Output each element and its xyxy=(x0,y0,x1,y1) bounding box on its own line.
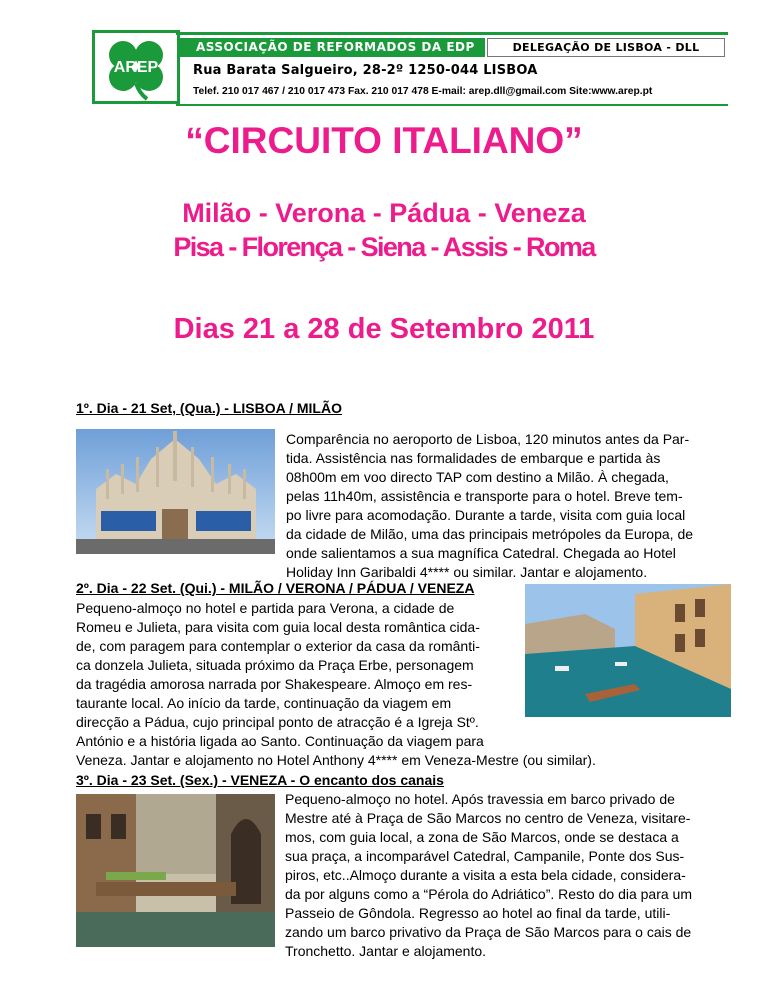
contacts: Telef. 210 017 467 / 210 017 473 Fax. 210 017 478 E-mail: arep.dll@gmail.com Site:www.arep.pt xyxy=(193,86,653,97)
header-rule-bottom xyxy=(176,104,728,106)
text-line: mos, com guia local, a zona de São Marcos, onde se destaca a xyxy=(285,829,679,845)
page-title: “CIRCUITO ITALIANO” xyxy=(185,120,583,161)
text-line: Passeio de Gôndola. Regresso ao hotel ao final da tarde, utili- xyxy=(285,905,671,921)
text-line: direcção a Pádua, cujo principal ponto de atracção é a Igreja Stº. xyxy=(76,714,479,730)
text-line: zando um barco privativo da Praça de São Marcos para o cais de xyxy=(285,924,692,940)
text-line: taurante local. Ao início da tarde, continuação da viagem em xyxy=(76,695,452,711)
day-2-heading: 2º. Dia - 22 Set. (Qui.) - MILÃO / VERONA / PÁDUA / VENEZA xyxy=(76,580,475,596)
text-line: Pequeno-almoço no hotel. Após travessia em barco privado de xyxy=(285,791,675,807)
text-line: da cidade de Milão, uma das principais metrópoles da Europa, de xyxy=(286,526,694,542)
day-1-heading: 1º. Dia - 21 Set, (Qua.) - LISBOA / MILÃO xyxy=(76,400,342,416)
text-line: António e a história ligada ao Santo. Continuação da viagem para xyxy=(76,733,484,749)
text-line: Comparência no aeroporto de Lisboa, 120 minutos antes da Par- xyxy=(286,431,690,447)
text-line: Pequeno-almoço no hotel e partida para Verona, a cidade de xyxy=(76,600,455,616)
text-line: po livre para acomodação. Durante a tarde, visita com guia local xyxy=(286,507,686,523)
day-3-description xyxy=(285,790,728,961)
logo-text: AREP xyxy=(113,59,159,76)
venice-bridge-photo xyxy=(76,794,275,947)
text-line: sua praça, a incomparável Catedral, Campanile, Ponte dos Sus- xyxy=(285,848,685,864)
text-line: tida. Assistência nas formalidades de embarque e partida às xyxy=(286,450,661,466)
text-line: da por alguns como a “Pérola do Adriático”. Resto do dia para um xyxy=(285,886,693,902)
day-2-description xyxy=(76,599,596,770)
text-line: 08h00m em voo directo TAP com destino a Milão. À chegada, xyxy=(286,469,669,485)
text-line: Tronchetto. Jantar e alojamento. xyxy=(285,943,487,959)
text-line: onde salientamos a sua magnífica Catedral. Chegada ao Hotel xyxy=(286,545,676,561)
text-line: de, com paragem para contemplar o exterior da casa da românti- xyxy=(76,638,480,654)
text-line: Veneza. Jantar e alojamento no Hotel Anthony 4**** em Veneza-Mestre (ou similar). xyxy=(76,752,596,768)
text-line: da tragédia amorosa narrada por Shakespeare. Almoço em res- xyxy=(76,676,473,692)
text-line: Holiday Inn Garibaldi 4**** ou similar. Jantar e alojamento. xyxy=(286,564,648,580)
day-1-description xyxy=(286,430,728,582)
clover-logo-icon xyxy=(95,33,177,101)
text-line: piros, etc..Almoço durante a visita a esta bela cidade, considera- xyxy=(285,867,686,883)
text-line: Mestre até à Praça de São Marcos no centro de Veneza, visitare- xyxy=(285,810,691,826)
address: Rua Barata Salgueiro, 28-2º 1250-044 LISBOA xyxy=(193,63,538,78)
venice-grand-canal-photo xyxy=(525,584,731,717)
text-line: ca donzela Julieta, situada próximo da Praça Erbe, personagem xyxy=(76,657,474,673)
day-3-heading: 3º. Dia - 23 Set. (Sex.) - VENEZA - O encanto dos canais xyxy=(76,772,444,788)
header-rule-top xyxy=(176,32,728,35)
delegation-name: DELEGAÇÃO DE LISBOA - DLL xyxy=(487,38,725,57)
itinerary-line-2: Pisa - Florença - Siena - Assis - Roma xyxy=(173,232,595,262)
text-line: Romeu e Julieta, para visita com guia local desta romântica cida- xyxy=(76,619,480,635)
milan-cathedral-photo xyxy=(76,429,275,554)
text-line: pelas 11h40m, assistência e transporte para o hotel. Breve tem- xyxy=(286,488,683,504)
itinerary-line-1: Milão - Verona - Pádua - Veneza xyxy=(182,198,586,228)
arep-logo xyxy=(92,30,180,104)
association-name: ASSOCIAÇÃO DE REFORMADOS DA EDP xyxy=(180,38,485,57)
trip-dates: Dias 21 a 28 de Setembro 2011 xyxy=(173,313,595,345)
